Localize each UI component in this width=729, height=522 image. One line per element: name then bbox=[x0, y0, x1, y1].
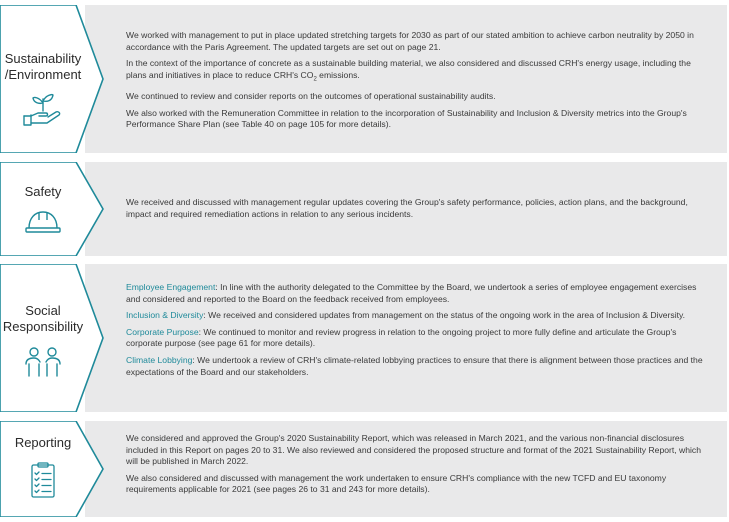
topic-label: Inclusion & Diversity bbox=[126, 310, 204, 321]
section-content bbox=[126, 30, 709, 136]
paragraph: We worked with management to put in place updated stretching targets for 2030 as part of our stated ambition to achieve carbon neutrality by 2050 in accordance with the Paris Agreement. The updated targets are set out on page 21. bbox=[126, 30, 694, 52]
paragraph: Climate Lobbying: We undertook a review of CRH's climate-related lobbying practices to ensure that there is alignment between those practices and the expectations of the Board and our stakeholders. bbox=[126, 354, 703, 377]
paragraph: We received and discussed with management regular updates covering the Group's safety performance, policies, action plans, and the background, impact and required remediation actions in relation to any serious incidents. bbox=[126, 197, 688, 219]
section-title: Reporting bbox=[14, 435, 72, 450]
section-tab bbox=[0, 264, 106, 412]
section-content bbox=[126, 433, 709, 501]
section-title: Social Responsibility bbox=[2, 303, 84, 334]
paragraph: We also considered and discussed with management the work undertaken to ensure CRH's compliance with the new TCFD and EU taxonomy requirements applicable for 2021 (see pages 26 to 31 and 243 for more details). bbox=[126, 472, 667, 495]
people-icon bbox=[21, 342, 65, 382]
section-tab bbox=[0, 162, 106, 256]
section-safety bbox=[0, 162, 729, 256]
paragraph: Employee Engagement: In line with the authority delegated to the Committee by the Board, we undertook a series of employee engagement exercises and considered and reported to the Board on the feedback received from employees. bbox=[126, 282, 697, 304]
topic-label: Climate Lobbying bbox=[126, 354, 193, 365]
hard-hat-icon bbox=[21, 206, 65, 238]
paragraph: We also worked with the Remuneration Committee in relation to the incorporation of Sustainability and Inclusion & Diversity metrics into the Group's Performance Share Plan (see Table 40 on page 105 for more details). bbox=[126, 107, 687, 130]
paragraph: Inclusion & Diversity: We received and considered updates from management on the status of the ongoing work in the area of Inclusion & Diversity. bbox=[126, 310, 686, 321]
section-sustainability bbox=[0, 5, 729, 153]
topic-label: Employee Engagement bbox=[126, 282, 216, 292]
section-title: Safety bbox=[24, 184, 62, 199]
paragraph: We considered and approved the Group's 2020 Sustainability Report, which was released in March 2021, and the various non-financial disclosures included in this Report on pages 20 to 31. We also reviewed and considered the proposed structure and format of the 2021 Sustainability Report, which will be published in March 2022. bbox=[126, 433, 702, 467]
paragraph: We continued to review and consider reports on the outcomes of operational sustainability audits. bbox=[126, 91, 496, 102]
section-tab bbox=[0, 421, 106, 517]
section-content bbox=[126, 197, 709, 225]
topic-label: Corporate Purpose bbox=[126, 326, 199, 337]
clipboard-checklist-icon bbox=[21, 461, 65, 501]
section-tab bbox=[0, 5, 106, 153]
section-reporting bbox=[0, 421, 729, 517]
section-social-responsibility bbox=[0, 264, 729, 412]
paragraph: Corporate Purpose: We continued to monitor and review progress in relation to the ongoing project to more fully define and articulate the Group's corporate purpose (see page 61 for more details). bbox=[126, 326, 677, 349]
section-title: Sustainability /Environment bbox=[4, 51, 82, 82]
paragraph: In the context of the importance of concrete as a sustainable building material, we also considered and discussed CRH's energy usage, including the plans and initiatives in place to reduce CRH's $CO_2$ emissions. bbox=[126, 58, 691, 83]
section-content bbox=[126, 282, 709, 383]
hand-plant-icon bbox=[21, 91, 65, 131]
